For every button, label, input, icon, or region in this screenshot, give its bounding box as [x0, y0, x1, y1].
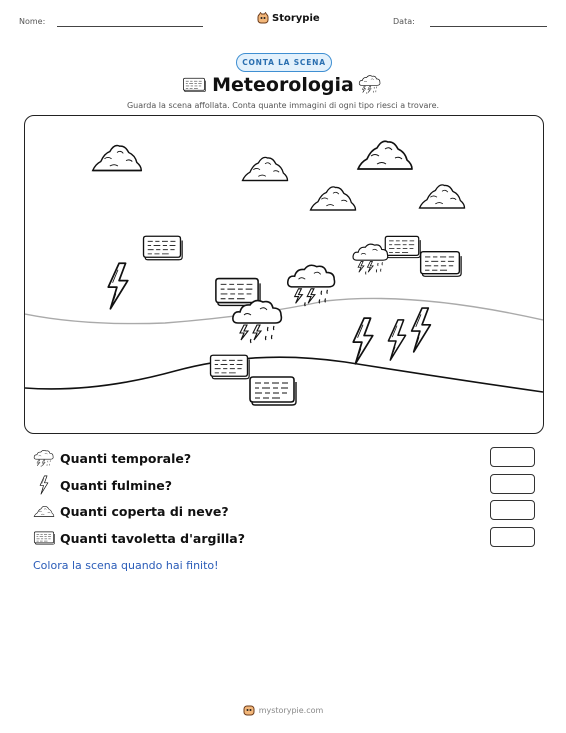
snow-pile-icon	[311, 187, 356, 210]
date-label: Data:	[393, 17, 415, 26]
lightning-icon	[388, 320, 405, 360]
storm-cloud-icon	[233, 301, 282, 343]
clay-tablet-icon	[144, 236, 183, 260]
lightning-icon	[353, 318, 373, 364]
name-field[interactable]	[57, 26, 203, 27]
question-text: Quanti tavoletta d'argilla?	[60, 530, 245, 546]
storypie-mascot-icon	[257, 12, 269, 24]
storm-cloud-icon	[353, 244, 388, 274]
hill-line-back	[25, 298, 543, 323]
brand-name: Storypie	[272, 12, 320, 24]
answer-box-storm[interactable]	[490, 447, 535, 467]
question-tablet	[33, 527, 245, 549]
question-snow	[33, 500, 229, 522]
page-title: Meteorologia	[212, 74, 354, 96]
snow-pile-icon	[33, 501, 55, 521]
answer-box-lightning[interactable]	[490, 474, 535, 494]
date-field[interactable]	[430, 26, 547, 27]
snow-pile-icon	[358, 141, 412, 169]
lightning-icon	[33, 475, 55, 495]
clay-tablet-icon	[211, 355, 250, 379]
storm-cloud-icon	[358, 72, 382, 96]
snow-pile-icon	[243, 157, 288, 180]
lightning-icon	[412, 308, 431, 352]
storm-cloud-icon	[33, 448, 55, 468]
counting-scene	[24, 115, 544, 434]
question-lightning	[33, 474, 172, 496]
snow-pile-icon	[93, 146, 142, 171]
clay-tablet-icon	[33, 528, 55, 548]
answer-box-tablet[interactable]	[490, 527, 535, 547]
question-text: Quanti temporale?	[60, 450, 192, 466]
brand-logo	[257, 12, 320, 24]
footer-url[interactable]: mystorypie.com	[258, 705, 324, 715]
instructions: Guarda la scena affollata. Conta quante immagini di ogni tipo riesci a trovare.	[126, 101, 440, 110]
activity-badge: CONTA LA SCENA	[236, 53, 332, 72]
storypie-mascot-icon	[243, 704, 255, 716]
question-text: Quanti fulmine?	[60, 477, 173, 493]
snow-pile-icon	[420, 185, 465, 208]
clay-tablet-icon	[421, 252, 461, 277]
lightning-icon	[108, 263, 128, 309]
scene-illustration	[25, 116, 543, 433]
question-text: Quanti coperta di neve?	[60, 503, 229, 519]
coloring-note: Colora la scena quando hai finito!	[33, 559, 219, 572]
worksheet-header	[0, 12, 566, 32]
question-storm	[33, 447, 191, 469]
clay-tablet-icon	[250, 377, 296, 405]
name-label: Nome:	[19, 17, 46, 26]
footer	[0, 704, 566, 716]
clay-tablet-icon	[385, 236, 420, 257]
answer-box-snow[interactable]	[490, 500, 535, 520]
